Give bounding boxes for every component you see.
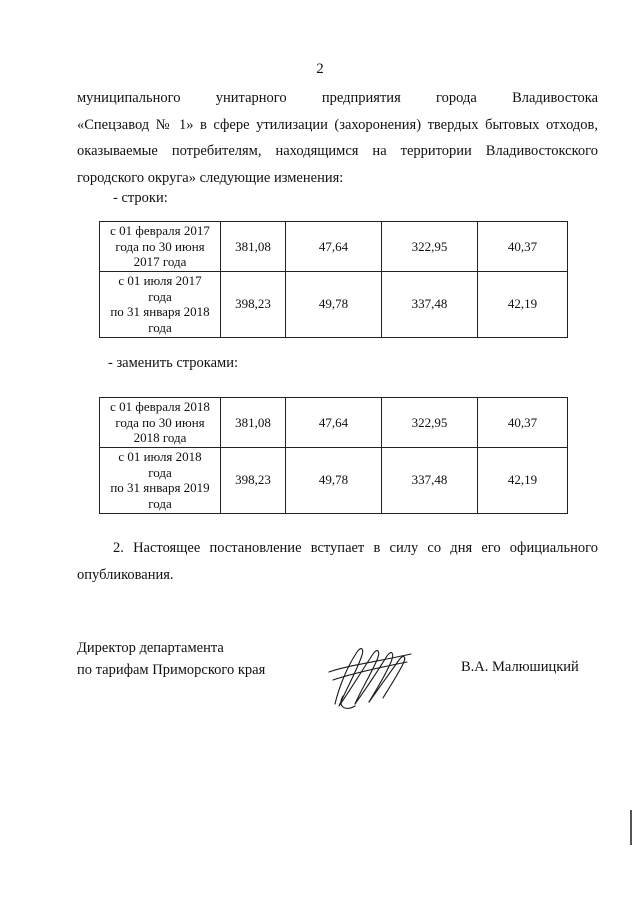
intro-line: «Спецзавод № 1» в сфере утилизации (захоронения) твердых бытовых отходов,	[77, 116, 598, 133]
value-cell: 40,37	[478, 222, 568, 272]
period-cell: с 01 февраля 2017 года по 30 июня 2017 года	[100, 222, 221, 272]
period-cell: с 01 февраля 2018 года по 30 июня 2018 года	[100, 398, 221, 448]
value-cell: 47,64	[286, 222, 382, 272]
signer-title-line: по тарифам Приморского края	[77, 662, 266, 678]
value-cell: 42,19	[478, 271, 568, 337]
intro-line: оказываемые потребителям, находящимся на территории Владивостокского	[77, 143, 598, 159]
table-old-rows	[99, 221, 568, 338]
value-cell: 337,48	[382, 447, 478, 513]
value-cell: 322,95	[382, 222, 478, 272]
value-cell: 398,23	[221, 447, 286, 513]
value-cell: 337,48	[382, 271, 478, 337]
clause-paragraph	[77, 535, 598, 588]
scan-edge-mark	[630, 810, 632, 845]
value-cell: 49,78	[286, 271, 382, 337]
handwritten-signature	[325, 632, 415, 714]
page-number: 2	[316, 61, 324, 77]
period-cell: с 01 июля 2017 года по 31 января 2018 года	[100, 271, 221, 337]
table-row	[100, 398, 568, 448]
table-row	[100, 271, 568, 337]
intro-paragraph	[77, 85, 598, 191]
value-cell: 381,08	[221, 398, 286, 448]
value-cell: 42,19	[478, 447, 568, 513]
value-cell: 47,64	[286, 398, 382, 448]
clause-line: 2. Настоящее постановление вступает в силу со дня его официального	[113, 540, 598, 556]
label-replace: - заменить строками:	[108, 355, 238, 371]
value-cell: 40,37	[478, 398, 568, 448]
table-new-rows	[99, 397, 568, 514]
intro-line: городского округа» следующие изменения:	[77, 169, 344, 186]
table-row	[100, 447, 568, 513]
label-rows: - строки:	[113, 190, 168, 206]
value-cell: 322,95	[382, 398, 478, 448]
signer-title	[77, 637, 265, 681]
table-row	[100, 222, 568, 272]
value-cell: 381,08	[221, 222, 286, 272]
signer-title-line: Директор департамента	[77, 640, 224, 656]
value-cell: 49,78	[286, 447, 382, 513]
period-cell: с 01 июля 2018 года по 31 января 2019 года	[100, 447, 221, 513]
clause-line: опубликования.	[77, 566, 174, 583]
intro-line: муниципального унитарного предприятия города Владивостока	[77, 90, 598, 106]
value-cell: 398,23	[221, 271, 286, 337]
signer-name: В.А. Малюшицкий	[461, 659, 579, 675]
